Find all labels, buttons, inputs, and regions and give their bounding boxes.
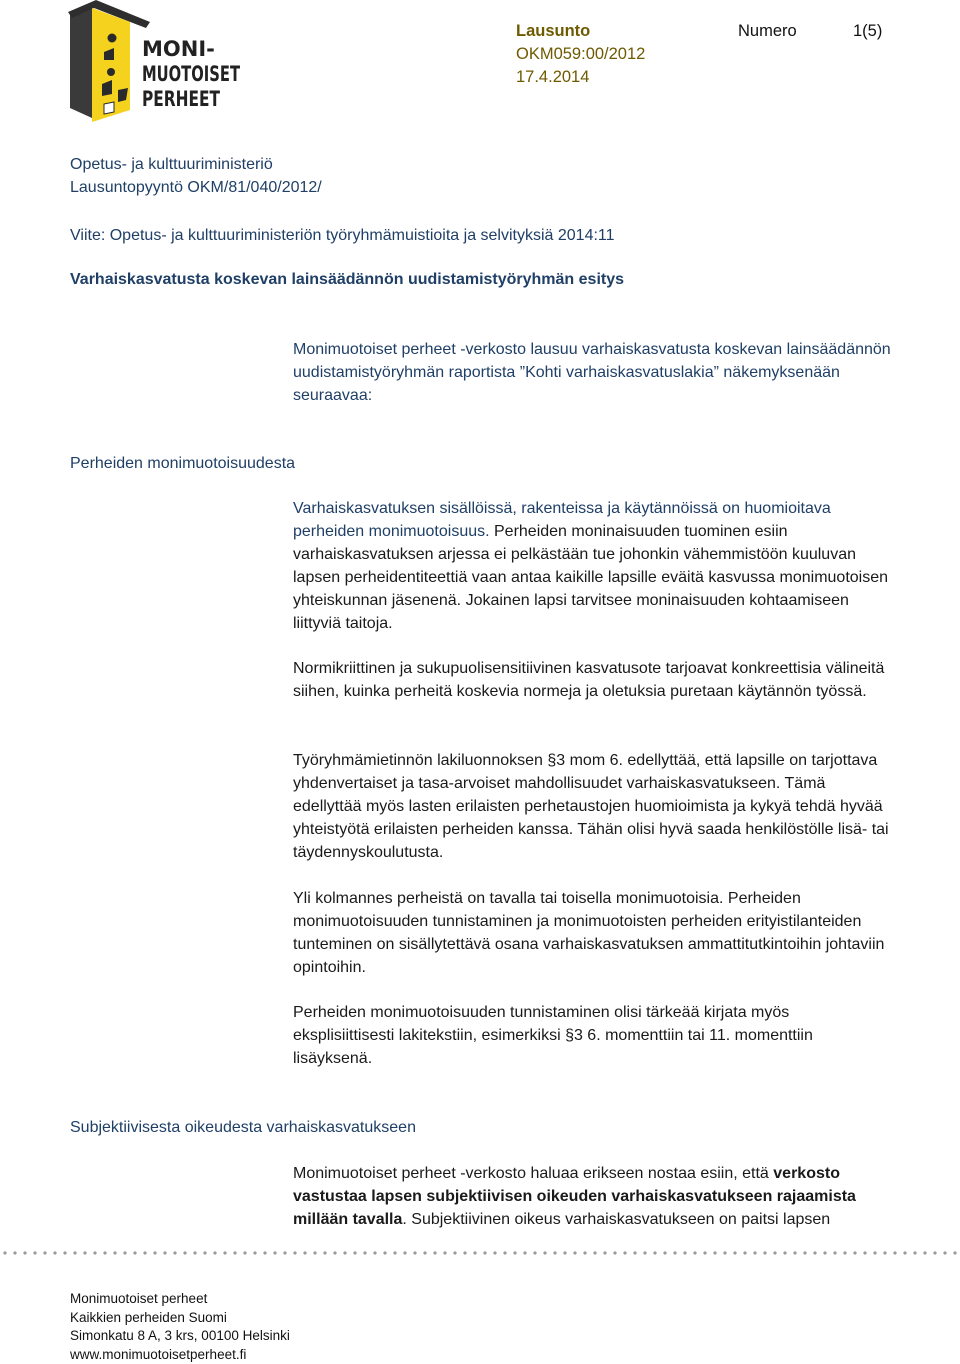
document-meta: [516, 20, 645, 89]
svg-text:PERHEET: PERHEET: [142, 87, 220, 111]
section1-p2-text: Normikriittinen ja sukupuolisensitiivinen kasvatusote tarjoavat konkreettisia välineitä siihen, kuinka perheitä koskevia normeja ja oletuksia puretaan käytännön työssä.: [293, 657, 893, 703]
section-title-subjective-right: Subjektiivisesta oikeudesta varhaiskasvatukseen: [70, 1116, 416, 1139]
section1-p5-text: Perheiden monimuotoisuuden tunnistaminen olisi tärkeää kirjata myös eksplisiittisesti lakitekstiin, esimerkiksi §3 6. momenttiin tai 11. momenttiin lisäyksenä.: [293, 1001, 893, 1070]
section1-p1-lead: Varhaiskasvatuksen sisällöissä, rakenteissa ja käytännöissä on huomioitava perheiden monimuotoisuus.: [293, 500, 831, 540]
section1-paragraph-2: [293, 657, 893, 703]
document-number: OKM059:00/2012: [516, 43, 645, 66]
footer-org: Monimuotoiset perheet: [70, 1290, 290, 1309]
footer-separator: [0, 1251, 960, 1255]
reference-line: [70, 224, 890, 247]
svg-text:MONI-: MONI-: [142, 37, 215, 61]
recipient-block: [70, 153, 890, 199]
svg-text:MUOTOISET: MUOTOISET: [142, 62, 240, 86]
section-title-family-diversity: Perheiden monimuotoisuudesta: [70, 452, 295, 475]
page-number-block: [738, 20, 888, 43]
section1-paragraph-3: [293, 749, 893, 864]
numero-label: Numero: [738, 22, 797, 40]
section2-p1-tail: . Subjektiivinen oikeus varhaiskasvatukseen on paitsi lapsen: [402, 1211, 830, 1228]
footer: [70, 1290, 290, 1364]
section2-p1-lead: Monimuotoiset perheet -verkosto haluaa erikseen nostaa esiin, että: [293, 1165, 773, 1182]
section1-p3-text: Työryhmämietinnön lakiluonnoksen §3 mom 6. edellyttää, että lapsille on tarjottava yhdenvertaiset ja tasa-arvoiset mahdollisuudet varhaiskasvatukseen. Tämä edellyttää myös lasten erilaisten perhetaustojen huomioimista ja kykyä tehdä hyvää yhteistyötä erilaisten perheiden kanssa. Tähän olisi hyvä saada henkilöstölle lisä- tai täydennyskoulutusta.: [293, 749, 893, 864]
footer-address: Simonkatu 8 A, 3 krs, 00100 Helsinki: [70, 1327, 290, 1346]
section1-p4-text: Yli kolmannes perheistä on tavalla tai toisella monimuotoisia. Perheiden monimuotoisuuden tunnistaminen ja monimuotoisten perheiden erityistilanteiden tunteminen on sisällytettävä osana varhaiskasvatuksen ammattitutkintoihin johtaviin opintoihin.: [293, 887, 893, 979]
document-type: Lausunto: [516, 20, 645, 43]
section1-paragraph-4: [293, 887, 893, 979]
section1-paragraph-1: [293, 497, 893, 635]
subject-heading: [70, 268, 890, 291]
house-logo-icon: [68, 0, 248, 124]
page-count: 1(5): [853, 20, 882, 43]
document-date: 17.4.2014: [516, 66, 645, 89]
organization-logo: [68, 0, 248, 124]
footer-subtitle: Kaikkien perheiden Suomi: [70, 1309, 290, 1328]
section1-p1-body: Perheiden moninaisuuden tuominen esiin varhaiskasvatuksen arjessa ei pelkästään tue johonkin vähemmistöön kuuluvan lapsen perheidentiteettiä vaan antaa kaikille lapsille eväitä kasvussa monimuotoisen yhteiskunnan jäsenenä. Jokainen lapsi tarvitsee moninaisuuden kohtaamiseen liittyviä taitoja.: [293, 523, 888, 632]
reference-text: Viite: Opetus- ja kulttuuriministeriön työryhmämuistioita ja selvityksiä 2014:11: [70, 224, 890, 247]
subject-text: Varhaiskasvatusta koskevan lainsäädännön uudistamistyöryhmän esitys: [70, 268, 890, 291]
section1-paragraph-5: [293, 1001, 893, 1070]
section2-paragraph-1: [293, 1162, 893, 1231]
footer-website-link[interactable]: www.monimuotoisetperheet.fi: [70, 1346, 290, 1364]
recipient-name: Opetus- ja kulttuuriministeriö: [70, 153, 890, 176]
request-reference: Lausuntopyyntö OKM/81/040/2012/: [70, 176, 890, 199]
section2-p1-emphasis: verkosto vastustaa lapsen subjektiivisen oikeuden varhaiskasvatukseen rajaamista millään tavalla: [293, 1165, 856, 1228]
intro-paragraph: [293, 338, 893, 407]
intro-text: Monimuotoiset perheet -verkosto lausuu varhaiskasvatusta koskevan lainsäädännön uudistamistyöryhmän raportista ”Kohti varhaiskasvatuslakia” näkemyksenään seuraavaa:: [293, 338, 893, 407]
